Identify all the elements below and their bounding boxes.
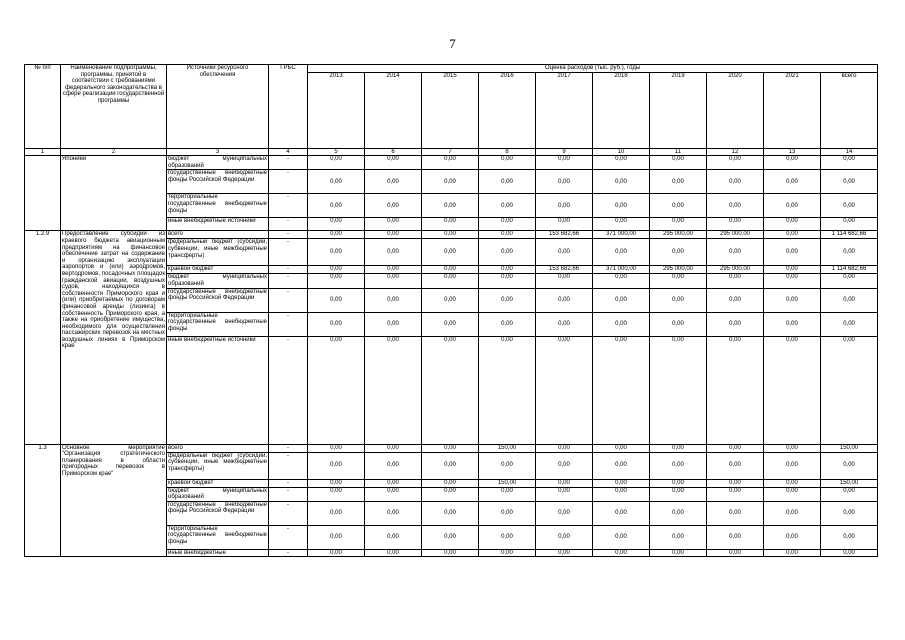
value-cell: 0,00 bbox=[650, 444, 707, 452]
value-cell: 0,00 bbox=[536, 194, 593, 218]
value-cell: 0,00 bbox=[365, 218, 422, 231]
value-cell: 0,00 bbox=[707, 170, 764, 194]
value-cell: 0,00 bbox=[593, 274, 650, 288]
program-description: Японией bbox=[61, 156, 167, 231]
header-col-grbs: ГРБС bbox=[269, 65, 308, 149]
value-cell: 0,00 bbox=[707, 288, 764, 312]
value-cell: 0,00 bbox=[365, 444, 422, 452]
header-col-number: 13 bbox=[764, 148, 821, 156]
value-cell: 0,00 bbox=[764, 288, 821, 312]
grbs-cell: - bbox=[269, 266, 308, 274]
program-description: Предоставление субсидии из краевого бюджета авиационным предприятиям на финансовое обеспечение затрат на содержание и организацию эксплуатации аэропортов и (или) аэродромов, вертодромов, посадочных площадок гражданской авиации, воздушных судов, находящихся в собственности Приморского края и (или) приобретаемых по договорам финансовой аренды (лизинга) в собственность Приморского края, а также на приобретение имущества, необходимого для осуществления пассажирских перевозок на местных воздушных линиях в Приморском крае bbox=[61, 231, 167, 444]
value-cell: 295 000,00 bbox=[707, 266, 764, 274]
value-cell: 0,00 bbox=[422, 218, 479, 231]
value-cell: 0,00 bbox=[536, 525, 593, 549]
value-cell: 0,00 bbox=[308, 239, 365, 266]
header-col-number: 11 bbox=[650, 148, 707, 156]
value-cell: 0,00 bbox=[536, 218, 593, 231]
header-col-number: 5 bbox=[308, 148, 365, 156]
value-cell: 0,00 bbox=[365, 288, 422, 312]
funding-source: всего bbox=[167, 444, 269, 452]
value-cell: 0,00 bbox=[650, 487, 707, 501]
value-cell: 0,00 bbox=[764, 444, 821, 452]
grbs-cell: - bbox=[269, 452, 308, 479]
value-cell: 1 114 682,66 bbox=[821, 266, 878, 274]
value-cell: 0,00 bbox=[593, 170, 650, 194]
value-cell: 0,00 bbox=[479, 156, 536, 170]
funding-source: федеральный бюджет (субсидии, субвенции, иные межбюджетные трансферты) bbox=[167, 239, 269, 266]
value-cell: 0,00 bbox=[365, 479, 422, 487]
row-number bbox=[25, 156, 61, 231]
value-cell: 153 682,66 bbox=[536, 266, 593, 274]
value-cell: 0,00 bbox=[308, 336, 365, 444]
row-number: 1.3 bbox=[25, 444, 61, 557]
value-cell: 0,00 bbox=[764, 274, 821, 288]
value-cell: 0,00 bbox=[764, 525, 821, 549]
budget-table bbox=[24, 64, 878, 557]
grbs-cell: - bbox=[269, 479, 308, 487]
value-cell: 0,00 bbox=[308, 156, 365, 170]
header-col-number: 10 bbox=[593, 148, 650, 156]
value-cell: 0,00 bbox=[764, 452, 821, 479]
value-cell: 0,00 bbox=[536, 274, 593, 288]
value-cell: 0,00 bbox=[593, 312, 650, 336]
value-cell: 0,00 bbox=[650, 274, 707, 288]
value-cell: 0,00 bbox=[707, 444, 764, 452]
funding-source: иные внебюджетные bbox=[167, 549, 269, 557]
value-cell: 0,00 bbox=[707, 479, 764, 487]
header-col-number: 1 bbox=[25, 148, 61, 156]
value-cell: 0,00 bbox=[707, 336, 764, 444]
value-cell: 0,00 bbox=[308, 312, 365, 336]
value-cell: 0,00 bbox=[593, 444, 650, 452]
table-row bbox=[25, 231, 878, 239]
value-cell: 0,00 bbox=[707, 194, 764, 218]
header-year: 2020 bbox=[707, 72, 764, 148]
value-cell: 0,00 bbox=[422, 487, 479, 501]
grbs-cell: - bbox=[269, 239, 308, 266]
header-year: 2017 bbox=[536, 72, 593, 148]
value-cell: 0,00 bbox=[707, 487, 764, 501]
value-cell: 0,00 bbox=[536, 336, 593, 444]
value-cell: 0,00 bbox=[650, 479, 707, 487]
value-cell: 0,00 bbox=[821, 501, 878, 525]
value-cell: 0,00 bbox=[764, 336, 821, 444]
funding-source: территориальные государственные внебюджетные фонды bbox=[167, 312, 269, 336]
funding-source: государственные внебюджетные фонды Российской Федерации bbox=[167, 501, 269, 525]
funding-source: территориальные государственные внебюджетные фонды bbox=[167, 194, 269, 218]
grbs-cell: - bbox=[269, 549, 308, 557]
header-col-name: Наименование подпрограммы, программы, принятой в соответствии с требованиями федерального законодательства в сфере реализации государственной программы bbox=[61, 65, 167, 149]
value-cell: 0,00 bbox=[479, 452, 536, 479]
value-cell: 0,00 bbox=[479, 170, 536, 194]
value-cell: 153 682,66 bbox=[536, 231, 593, 239]
program-description: Основное мероприятие "Организация стратегического планирования в области пригородных перевозок в Приморском крае" bbox=[61, 444, 167, 557]
value-cell: 0,00 bbox=[308, 231, 365, 239]
value-cell: 0,00 bbox=[650, 336, 707, 444]
value-cell: 295 000,00 bbox=[650, 266, 707, 274]
value-cell: 0,00 bbox=[650, 170, 707, 194]
funding-source: краевой бюджет bbox=[167, 266, 269, 274]
value-cell: 371 000,00 bbox=[593, 266, 650, 274]
value-cell: 0,00 bbox=[536, 549, 593, 557]
value-cell: 0,00 bbox=[536, 444, 593, 452]
value-cell: 0,00 bbox=[821, 336, 878, 444]
value-cell: 0,00 bbox=[593, 525, 650, 549]
value-cell: 0,00 bbox=[479, 266, 536, 274]
funding-source: бюджет муниципальных образований bbox=[168, 274, 267, 287]
value-cell: 0,00 bbox=[821, 487, 878, 501]
value-cell: 0,00 bbox=[650, 452, 707, 479]
header-col-number: 8 bbox=[479, 148, 536, 156]
value-cell: 0,00 bbox=[707, 501, 764, 525]
value-cell: 0,00 bbox=[536, 288, 593, 312]
header-col-number: 7 bbox=[422, 148, 479, 156]
value-cell: 0,00 bbox=[536, 312, 593, 336]
page-number: 7 bbox=[449, 36, 456, 51]
value-cell: 150,00 bbox=[479, 444, 536, 452]
value-cell: 0,00 bbox=[422, 549, 479, 557]
value-cell: 0,00 bbox=[365, 170, 422, 194]
value-cell: 0,00 bbox=[650, 288, 707, 312]
value-cell: 0,00 bbox=[308, 266, 365, 274]
value-cell: 0,00 bbox=[308, 194, 365, 218]
value-cell: 0,00 bbox=[764, 487, 821, 501]
value-cell: 0,00 bbox=[365, 452, 422, 479]
value-cell: 0,00 bbox=[479, 288, 536, 312]
value-cell: 0,00 bbox=[593, 288, 650, 312]
value-cell: 0,00 bbox=[821, 525, 878, 549]
value-cell: 0,00 bbox=[821, 288, 878, 312]
value-cell: 0,00 bbox=[365, 156, 422, 170]
value-cell: 0,00 bbox=[764, 549, 821, 557]
value-cell: 0,00 bbox=[479, 312, 536, 336]
value-cell: 0,00 bbox=[593, 156, 650, 170]
value-cell: 0,00 bbox=[821, 274, 878, 288]
value-cell: 0,00 bbox=[308, 549, 365, 557]
funding-source: иные внебюджетные источники bbox=[167, 336, 269, 444]
value-cell: 0,00 bbox=[821, 239, 878, 266]
value-cell: 0,00 bbox=[422, 274, 479, 288]
value-cell: 0,00 bbox=[707, 274, 764, 288]
value-cell: 0,00 bbox=[422, 479, 479, 487]
value-cell: 0,00 bbox=[650, 501, 707, 525]
value-cell: 0,00 bbox=[422, 452, 479, 479]
value-cell: 0,00 bbox=[479, 336, 536, 444]
value-cell: 0,00 bbox=[650, 156, 707, 170]
value-cell: 0,00 bbox=[536, 170, 593, 194]
value-cell: 0,00 bbox=[422, 266, 479, 274]
value-cell: 0,00 bbox=[365, 239, 422, 266]
value-cell: 0,00 bbox=[365, 274, 422, 288]
row-number: 1.2.9 bbox=[25, 231, 61, 444]
grbs-cell: - bbox=[269, 218, 308, 231]
value-cell: 0,00 bbox=[479, 525, 536, 549]
grbs-cell: - bbox=[269, 156, 308, 170]
value-cell: 0,00 bbox=[593, 194, 650, 218]
value-cell: 0,00 bbox=[650, 194, 707, 218]
value-cell: 0,00 bbox=[593, 487, 650, 501]
grbs-cell: - bbox=[269, 288, 308, 312]
value-cell: 0,00 bbox=[308, 487, 365, 501]
header-year: 2015 bbox=[422, 72, 479, 148]
value-cell: 0,00 bbox=[308, 218, 365, 231]
value-cell: 0,00 bbox=[479, 274, 536, 288]
header-col-group: Оценка расходов (тыс. руб.), годы bbox=[308, 65, 878, 73]
value-cell: 150,00 bbox=[479, 479, 536, 487]
header-year: 2019 bbox=[650, 72, 707, 148]
value-cell: 0,00 bbox=[536, 479, 593, 487]
funding-source: территориальные государственные внебюджетные фонды bbox=[167, 525, 269, 549]
value-cell: 0,00 bbox=[479, 218, 536, 231]
value-cell: 0,00 bbox=[821, 549, 878, 557]
value-cell: 0,00 bbox=[593, 549, 650, 557]
value-cell: 0,00 bbox=[308, 444, 365, 452]
funding-source: всего bbox=[167, 231, 269, 239]
value-cell: 0,00 bbox=[479, 231, 536, 239]
value-cell: 0,00 bbox=[422, 239, 479, 266]
value-cell: 0,00 bbox=[422, 525, 479, 549]
grbs-cell: - bbox=[269, 312, 308, 336]
value-cell: 0,00 bbox=[308, 501, 365, 525]
funding-source: государственные внебюджетные фонды Российской Федерации bbox=[167, 170, 269, 194]
grbs-cell: - bbox=[269, 525, 308, 549]
header-year: 2021 bbox=[764, 72, 821, 148]
value-cell: 0,00 bbox=[365, 312, 422, 336]
value-cell: 0,00 bbox=[764, 239, 821, 266]
value-cell: 0,00 bbox=[764, 501, 821, 525]
value-cell: 150,00 bbox=[821, 479, 878, 487]
value-cell: 0,00 bbox=[821, 312, 878, 336]
value-cell: 0,00 bbox=[365, 487, 422, 501]
header-col-number: 4 bbox=[269, 148, 308, 156]
header-year: всего bbox=[821, 72, 878, 148]
value-cell: 0,00 bbox=[593, 239, 650, 266]
value-cell: 0,00 bbox=[308, 288, 365, 312]
value-cell: 0,00 bbox=[821, 170, 878, 194]
value-cell: 0,00 bbox=[479, 549, 536, 557]
value-cell: 0,00 bbox=[650, 312, 707, 336]
value-cell: 0,00 bbox=[593, 336, 650, 444]
value-cell: 0,00 bbox=[764, 194, 821, 218]
value-cell: 0,00 bbox=[479, 487, 536, 501]
value-cell: 0,00 bbox=[650, 525, 707, 549]
value-cell: 150,00 bbox=[821, 444, 878, 452]
value-cell: 0,00 bbox=[308, 525, 365, 549]
value-cell: 0,00 bbox=[821, 218, 878, 231]
header-col-number: 14 bbox=[821, 148, 878, 156]
value-cell: 371 000,00 bbox=[593, 231, 650, 239]
value-cell: 0,00 bbox=[593, 452, 650, 479]
funding-source: бюджет муниципальных образований bbox=[168, 156, 267, 169]
header-col-number: 3 bbox=[167, 148, 269, 156]
value-cell: 0,00 bbox=[707, 218, 764, 231]
header-year: 2018 bbox=[593, 72, 650, 148]
value-cell: 0,00 bbox=[308, 170, 365, 194]
table-row bbox=[25, 444, 878, 452]
funding-source: иные внебюджетные источники bbox=[167, 218, 269, 231]
value-cell: 0,00 bbox=[650, 218, 707, 231]
grbs-cell: - bbox=[269, 501, 308, 525]
value-cell: 0,00 bbox=[479, 239, 536, 266]
value-cell: 0,00 bbox=[764, 156, 821, 170]
value-cell: 0,00 bbox=[422, 336, 479, 444]
grbs-cell: - bbox=[269, 194, 308, 218]
value-cell: 0,00 bbox=[422, 312, 479, 336]
value-cell: 0,00 bbox=[365, 501, 422, 525]
value-cell: 0,00 bbox=[707, 156, 764, 170]
value-cell: 0,00 bbox=[308, 452, 365, 479]
value-cell: 0,00 bbox=[821, 194, 878, 218]
value-cell: 0,00 bbox=[422, 170, 479, 194]
value-cell: 0,00 bbox=[422, 156, 479, 170]
value-cell: 0,00 bbox=[308, 274, 365, 288]
value-cell: 0,00 bbox=[764, 170, 821, 194]
value-cell: 0,00 bbox=[365, 194, 422, 218]
value-cell: 0,00 bbox=[365, 525, 422, 549]
header-year: 2016 bbox=[479, 72, 536, 148]
value-cell: 0,00 bbox=[536, 487, 593, 501]
value-cell: 0,00 bbox=[821, 156, 878, 170]
value-cell: 0,00 bbox=[764, 479, 821, 487]
value-cell: 0,00 bbox=[479, 194, 536, 218]
value-cell: 295 000,00 bbox=[707, 231, 764, 239]
value-cell: 295 000,00 bbox=[650, 231, 707, 239]
value-cell: 0,00 bbox=[764, 231, 821, 239]
value-cell: 0,00 bbox=[764, 312, 821, 336]
value-cell: 0,00 bbox=[593, 479, 650, 487]
value-cell: 0,00 bbox=[422, 501, 479, 525]
funding-source: краевой бюджет bbox=[167, 479, 269, 487]
grbs-cell: - bbox=[269, 336, 308, 444]
header-col-num: № п/п bbox=[25, 65, 61, 149]
value-cell: 0,00 bbox=[650, 549, 707, 557]
header-year: 2013 bbox=[308, 72, 365, 148]
value-cell: 0,00 bbox=[365, 336, 422, 444]
header-col-number: 9 bbox=[536, 148, 593, 156]
funding-source: федеральный бюджет (субсидии, субвенции, иные межбюджетные трансферты) bbox=[167, 452, 269, 479]
value-cell: 0,00 bbox=[536, 239, 593, 266]
value-cell: 0,00 bbox=[422, 288, 479, 312]
value-cell: 0,00 bbox=[479, 501, 536, 525]
header-year: 2014 bbox=[365, 72, 422, 148]
table-row bbox=[25, 156, 878, 170]
grbs-cell: - bbox=[269, 487, 308, 501]
header-col-number: 2 bbox=[61, 148, 167, 156]
header-row-numbers bbox=[25, 148, 878, 156]
value-cell: 0,00 bbox=[707, 525, 764, 549]
grbs-cell: - bbox=[269, 170, 308, 194]
value-cell: 0,00 bbox=[593, 218, 650, 231]
value-cell: 0,00 bbox=[365, 549, 422, 557]
value-cell: 0,00 bbox=[308, 479, 365, 487]
value-cell: 0,00 bbox=[821, 452, 878, 479]
value-cell: 0,00 bbox=[707, 312, 764, 336]
value-cell: 0,00 bbox=[422, 231, 479, 239]
funding-source: государственные внебюджетные фонды Российской Федерации bbox=[167, 288, 269, 312]
value-cell: 0,00 bbox=[536, 156, 593, 170]
value-cell: 0,00 bbox=[536, 501, 593, 525]
header-col-number: 6 bbox=[365, 148, 422, 156]
header-row-1 bbox=[25, 65, 878, 73]
value-cell: 0,00 bbox=[365, 231, 422, 239]
header-col-source: Источники ресурсного обеспечения bbox=[167, 65, 269, 149]
grbs-cell: - bbox=[269, 444, 308, 452]
value-cell: 0,00 bbox=[536, 452, 593, 479]
value-cell: 0,00 bbox=[764, 218, 821, 231]
grbs-cell: - bbox=[269, 274, 308, 288]
funding-source: бюджет муниципальных образований bbox=[168, 487, 267, 501]
value-cell: 0,00 bbox=[422, 444, 479, 452]
value-cell: 1 114 682,66 bbox=[821, 231, 878, 239]
value-cell: 0,00 bbox=[422, 194, 479, 218]
value-cell: 0,00 bbox=[707, 239, 764, 266]
value-cell: 0,00 bbox=[650, 239, 707, 266]
grbs-cell: - bbox=[269, 231, 308, 239]
value-cell: 0,00 bbox=[707, 452, 764, 479]
value-cell: 0,00 bbox=[764, 266, 821, 274]
value-cell: 0,00 bbox=[707, 549, 764, 557]
header-col-number: 12 bbox=[707, 148, 764, 156]
value-cell: 0,00 bbox=[365, 266, 422, 274]
value-cell: 0,00 bbox=[593, 501, 650, 525]
